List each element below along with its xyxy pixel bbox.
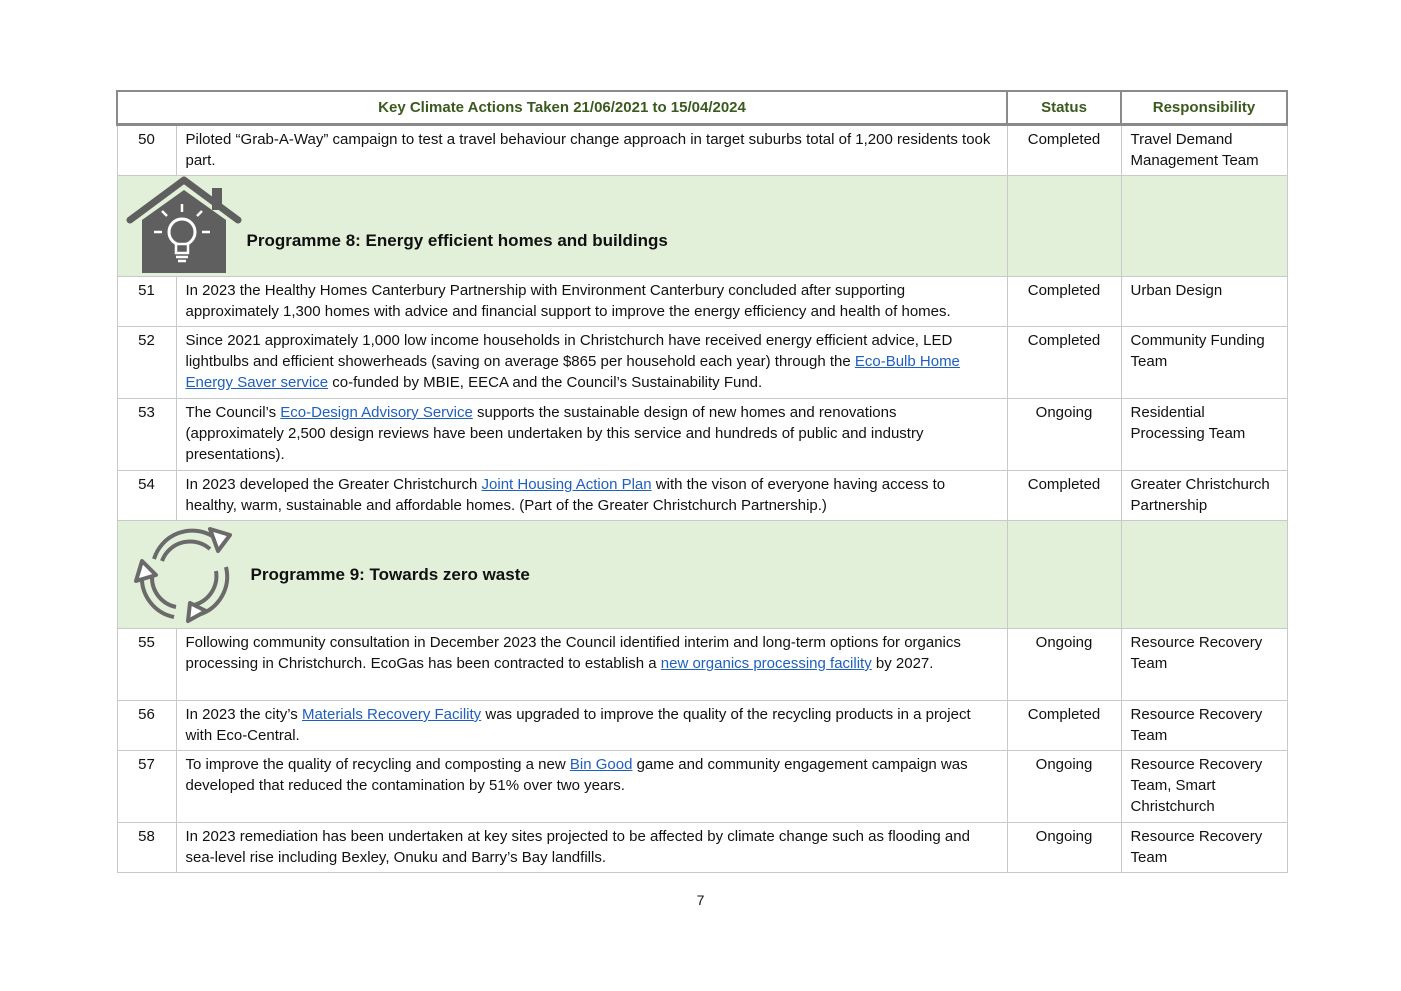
table-row bbox=[117, 399, 1287, 471]
row-description: In 2023 the city’s Materials Recovery Facility was upgraded to improve the quality of the recycling products in a project with Eco-Central. bbox=[176, 701, 1007, 751]
row-number: 58 bbox=[117, 823, 176, 873]
table-row bbox=[117, 629, 1287, 701]
table-row bbox=[117, 701, 1287, 751]
materials-recovery-link[interactable]: Materials Recovery Facility bbox=[301, 706, 482, 723]
climate-actions-table bbox=[116, 90, 1288, 873]
row-responsibility: Travel Demand Management Team bbox=[1121, 125, 1287, 176]
row-description: In 2023 remediation has been undertaken at key sites projected to be affected by climate change such as flooding and sea-level rise including Bexley, Onuku and Barry’s Bay landfills. bbox=[176, 823, 1007, 873]
row-number: 54 bbox=[117, 471, 176, 521]
row-description: To improve the quality of recycling and composting a new Bin Good game and community engagement campaign was developed that reduced the contamination by 51% over two years. bbox=[176, 751, 1007, 823]
row-responsibility: Resource Recovery Team bbox=[1121, 823, 1287, 873]
bin-good-link[interactable]: Bin Good bbox=[569, 756, 633, 773]
table-row bbox=[117, 277, 1287, 327]
row-responsibility: Urban Design bbox=[1121, 277, 1287, 327]
row-responsibility: Greater Christchurch Partnership bbox=[1121, 471, 1287, 521]
row-responsibility: Resource Recovery Team bbox=[1121, 629, 1287, 701]
row-number: 52 bbox=[117, 327, 176, 399]
programme-9-row bbox=[117, 521, 1287, 629]
row-responsibility: Community Funding Team bbox=[1121, 327, 1287, 399]
row-status: Completed bbox=[1007, 277, 1121, 327]
row-status: Ongoing bbox=[1007, 629, 1121, 701]
house-lightbulb-icon bbox=[126, 176, 242, 281]
programme-8-status-empty bbox=[1007, 176, 1121, 277]
row-description: In 2023 the Healthy Homes Canterbury Partnership with Environment Canterbury concluded after supporting approximately 1,300 homes with advice and financial support to improve the energy efficiency and health of homes. bbox=[176, 277, 1007, 327]
programme-9-title: Programme 9: Towards zero waste bbox=[250, 565, 530, 584]
programme-8-row bbox=[117, 176, 1287, 277]
eco-design-link[interactable]: Eco-Design Advisory Service bbox=[280, 404, 473, 421]
row-status: Ongoing bbox=[1007, 823, 1121, 873]
table-row bbox=[117, 327, 1287, 399]
row-number: 56 bbox=[117, 701, 176, 751]
row-status: Completed bbox=[1007, 327, 1121, 399]
programme-8-title: Programme 8: Energy efficient homes and buildings bbox=[246, 231, 668, 250]
eco-bulb-link[interactable]: Eco-Bulb Home Energy Saver service bbox=[185, 353, 960, 391]
table-row bbox=[117, 751, 1287, 823]
table-row bbox=[117, 471, 1287, 521]
row-status: Ongoing bbox=[1007, 751, 1121, 823]
table-row bbox=[117, 823, 1287, 873]
row-status: Ongoing bbox=[1007, 399, 1121, 471]
page-number: 7 bbox=[696, 892, 705, 908]
row-description: Following community consultation in December 2023 the Council identified interim and long-term options for organics processing in Christchurch. EcoGas has been contracted to establish a new organics processing facility by 2027. bbox=[176, 629, 1007, 701]
row-number: 57 bbox=[117, 751, 176, 823]
row-description: The Council’s Eco-Design Advisory Service supports the sustainable design of new homes and renovations (approximately 2,500 design reviews have been undertaken by this service and hundreds of public and industry presentations). bbox=[176, 399, 1007, 471]
row-number: 51 bbox=[117, 277, 176, 327]
programme-8-resp-empty bbox=[1121, 176, 1287, 277]
row-responsibility: Residential Processing Team bbox=[1121, 399, 1287, 471]
row-number: 55 bbox=[117, 629, 176, 701]
row-description: In 2023 developed the Greater Christchurch Joint Housing Action Plan with the vison of everyone having access to healthy, warm, sustainable and affordable homes. (Part of the Greater Christchurch Partnership.) bbox=[176, 471, 1007, 521]
row-number: 50 bbox=[117, 125, 176, 176]
row-responsibility: Resource Recovery Team, Smart Christchurch bbox=[1121, 751, 1287, 823]
row-description: Since 2021 approximately 1,000 low income households in Christchurch have received energy efficient advice, LED lightbulbs and efficient showerheads (saving on average $865 per household each year) through the Eco-Bulb Home Energy Saver service co-funded by MBIE, EECA and the Council’s Sustainability Fund. bbox=[176, 327, 1007, 399]
programme-9-cell bbox=[117, 521, 1007, 629]
programme-9-status-empty bbox=[1007, 521, 1121, 629]
row-status: Completed bbox=[1007, 471, 1121, 521]
header-status: Status bbox=[1007, 91, 1121, 125]
table-row bbox=[117, 125, 1287, 176]
header-responsibility: Responsibility bbox=[1121, 91, 1287, 125]
row-description: Piloted “Grab-A-Way” campaign to test a travel behaviour change approach in target suburbs total of 1,200 residents took part. bbox=[176, 125, 1007, 176]
row-status: Completed bbox=[1007, 125, 1121, 176]
row-status: Completed bbox=[1007, 701, 1121, 751]
row-number: 53 bbox=[117, 399, 176, 471]
header-title: Key Climate Actions Taken 21/06/2021 to 15/04/2024 bbox=[117, 91, 1007, 125]
row-responsibility: Resource Recovery Team bbox=[1121, 701, 1287, 751]
recycle-arrows-icon bbox=[132, 521, 242, 634]
programme-9-resp-empty bbox=[1121, 521, 1287, 629]
programme-8-cell bbox=[117, 176, 1007, 277]
joint-housing-link[interactable]: Joint Housing Action Plan bbox=[481, 476, 652, 493]
table-header-row bbox=[117, 91, 1287, 125]
organics-facility-link[interactable]: new organics processing facility bbox=[660, 655, 872, 672]
